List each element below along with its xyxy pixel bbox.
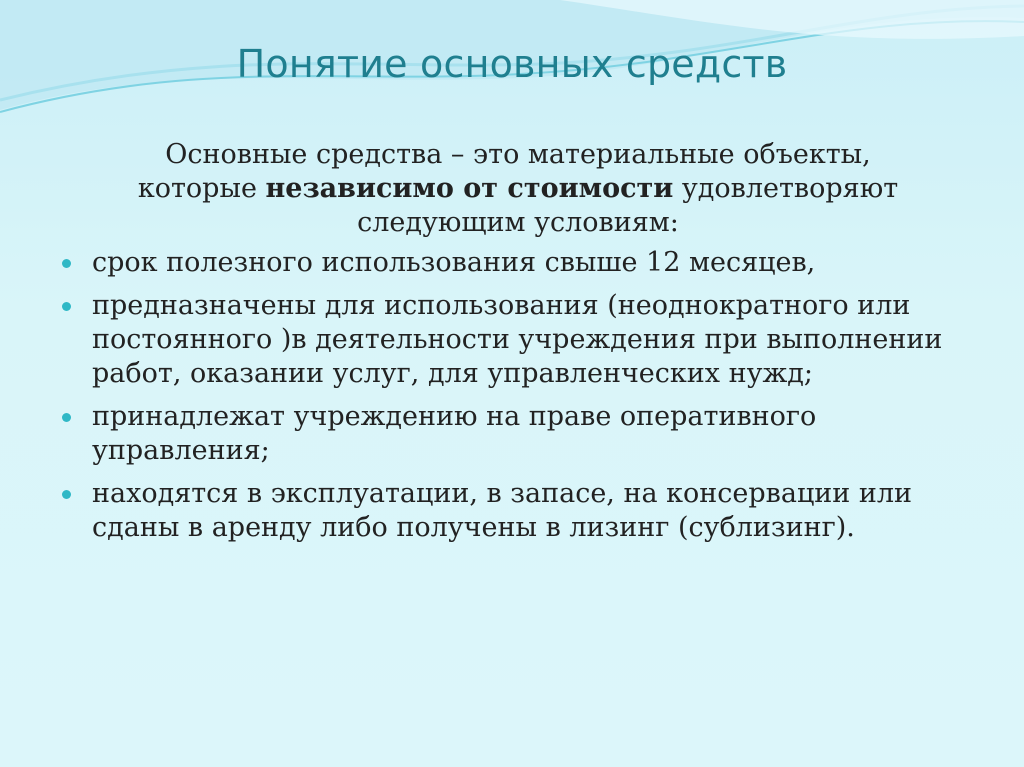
slide-body xyxy=(58,138,958,554)
bullet-dot-icon xyxy=(62,302,71,311)
list-item xyxy=(58,289,958,391)
intro-line-1: Основные средства – это материальные объекты, xyxy=(165,139,871,170)
bullet-dot-icon xyxy=(62,259,71,268)
bullet-dot-icon xyxy=(62,413,71,422)
intro-line-2-pre: которые xyxy=(137,173,266,204)
list-item-text: срок полезного использования свыше 12 месяцев, xyxy=(92,247,816,278)
list-item-text: принадлежат учреждению на праве оперативного управления; xyxy=(92,401,817,466)
list-item xyxy=(58,246,958,280)
intro-paragraph xyxy=(58,138,958,240)
list-item-text: предназначены для использования (неоднократного или постоянного )в деятельности учреждения при выполнении работ, оказании услуг, для управленческих нужд; xyxy=(92,290,943,389)
intro-emphasis: независимо от стоимости xyxy=(265,173,674,204)
bullet-dot-icon xyxy=(62,490,71,499)
list-item xyxy=(58,400,958,468)
intro-line-2-post: удовлетворяют xyxy=(673,173,899,204)
intro-line-3: следующим условиям: xyxy=(357,207,679,238)
list-item-text: находятся в эксплуатации, в запасе, на консервации или сданы в аренду либо получены в лизинг (сублизинг). xyxy=(92,478,913,543)
conditions-list xyxy=(58,246,958,545)
slide-title: Понятие основных средств xyxy=(236,42,788,86)
list-item xyxy=(58,477,958,545)
